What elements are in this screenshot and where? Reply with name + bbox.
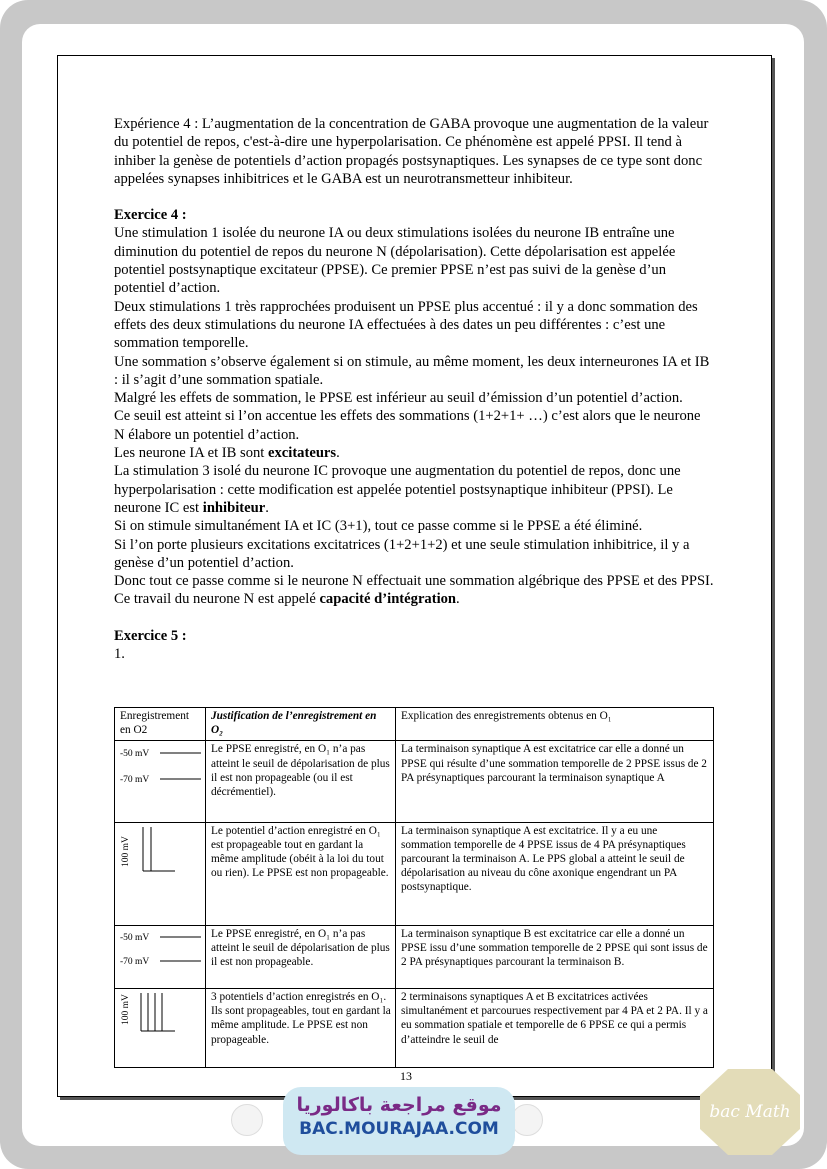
exercice4-paragraph: Si l’on porte plusieurs excitations excitatrices (1+2+1+2) et une seule stimulation inhibitrice, il y a genèse d’un potentiel d’action. [114, 536, 690, 571]
page-number: 13 [400, 1069, 412, 1083]
mv50-label: -50 mV [120, 749, 150, 760]
mv100-label: 100 mV [121, 994, 131, 1026]
recording-cell [115, 822, 206, 925]
header-cell: Enregistrement en O2 [115, 708, 206, 741]
header-cell: Justification de l’enregistrement en O₂ [206, 708, 396, 741]
exercice4-paragraph: Malgré les effets de sommation, le PPSE est inférieur au seuil d’émission d’un potentiel d’action. [114, 390, 683, 407]
recording-cell [115, 989, 206, 1068]
table-row [115, 741, 714, 822]
exercice4-paragraph: Une stimulation 1 isolée du neurone IA ou deux stimulations isolées du neurone IB entraîne une diminution du potentiel de repos du neurone N (dépolarisation). Cette dépolarisation est appelée potentiel postsynaptique excitateur (PPSE). Ce premier PPSE n’est pas suivi de la genèse d’un potentiel d’action. [114, 225, 676, 297]
header-cell: Explication des enregistrements obtenus en O₁ [396, 708, 714, 741]
mv50-label: -50 mV [120, 932, 150, 943]
logo-text: bac Math [709, 1102, 791, 1122]
left-seal-icon [231, 1104, 263, 1136]
inhibiteur-term: inhibiteur [202, 499, 266, 516]
exercice4-paragraph: Deux stimulations 1 très rapprochées produisent un PPSE plus accentué : il y a donc sommation des effets des deux stimulations du neurone IA effectuées à des dates un peu différentes : c’est une sommation temporelle. [114, 298, 698, 352]
mv100-label: 100 mV [121, 835, 131, 867]
action-potential-trace [143, 827, 175, 871]
exercice4-paragraph: Ce seuil est atteint si l’on accentue les effets des sommations (1+2+1+ …) c’est alors que le neurone N élabore un potentiel d’action. [114, 408, 701, 443]
recording-cell [115, 925, 206, 988]
exercice4-paragraph: Les neurone IA et IB sont excitateurs. [114, 445, 340, 462]
explication-cell: La terminaison synaptique A est excitatrice. Il y a eu une sommation temporelle de 4 PPSE issus de 4 PA présynaptiques parcourant la terminaison A. Le PPS global a atteint le seuil de dépolarisation au niveau du cône axonique engendrant un PA postsynaptique. [396, 822, 714, 925]
banner-url[interactable]: BAC.MOURAJAA.COM [299, 1119, 499, 1139]
site-banner[interactable] [283, 1087, 515, 1155]
exercice5-table [114, 707, 714, 1068]
table-row [115, 989, 714, 1068]
excitateurs-term: excitateurs [268, 445, 337, 462]
ppse-recording-graph [115, 926, 205, 984]
table-row [115, 822, 714, 925]
explication-cell: 2 terminaisons synaptiques A et B excitatrices activées simultanément et parcourues respectivement par 4 PA et 2 PA. Il y a eu sommation spatiale et temporelle de 6 PPSE ce qui a permis d’atteindre le seuil de [396, 989, 714, 1068]
explication-cell: La terminaison synaptique B est excitatrice car elle a donné un PPSE issu d’une sommation temporelle de 2 PPSE qui sont issus de 2 PA présynaptiques parcourant la terminaison B. [396, 925, 714, 988]
bac-math-logo [698, 1067, 802, 1157]
multi-pa-recording-graph [115, 989, 205, 1063]
pa-recording-graph [115, 823, 205, 921]
exercice4-title: Exercice 4 : [114, 207, 187, 224]
exercice4-paragraph: Une sommation s’observe également si on stimule, au même moment, les deux interneurones IA et IB : il s’agit d’une sommation spatiale. [114, 353, 710, 388]
recording-cell [115, 741, 206, 822]
right-seal-icon [511, 1104, 543, 1136]
exercice4-paragraph: Donc tout ce passe comme si le neurone N effectuait une sommation algébrique des PPSE et des PPSI. Ce travail du neurone N est appelé capacité d’intégration. [114, 573, 714, 608]
exercice4-paragraph: Si on stimule simultanément IA et IC (3+1), tout ce passe comme si le PPSE a été éliminé. [114, 518, 643, 535]
exercice5-title: Exercice 5 : [114, 627, 187, 644]
ppse-recording-graph [115, 741, 205, 817]
mv70-label: -70 mV [120, 956, 150, 967]
list-number: 1. [114, 646, 125, 663]
explication-cell: La terminaison synaptique A est excitatrice car elle a donné un PPSE qui résulte d’une sommation temporelle de 2 PPSE issus de 2 PA présynaptiques parcourant la terminaison synaptique A [396, 741, 714, 822]
integration-term: capacité d’intégration [319, 591, 457, 608]
banner-arabic: موقع مراجعة باكالوريا [296, 1094, 502, 1116]
justification-cell: Le potentiel d’action enregistré en O₁ est propageable tout en gardant la même amplitude (obéit à la loi du tout ou rien). Le PPSE est non propageable. [206, 822, 396, 925]
mv70-label: -70 mV [120, 775, 150, 786]
justification-cell: Le PPSE enregistré, en O₁ n’a pas atteint le seuil de dépolarisation de plus il est non propageable (ou il est décrémentiel). [206, 741, 396, 822]
action-potentials-trace [141, 993, 175, 1031]
exercice4-paragraph: La stimulation 3 isolé du neurone IC provoque une augmentation du potentiel de repos, donc une hyperpolarisation : cette modification est appelée potentiel postsynaptique inhibiteur (PPSI). Le neurone IC est inhibiteur. [114, 463, 681, 516]
justification-cell: Le PPSE enregistré, en O₁ n’a pas atteint le seuil de dépolarisation de plus il est non propageable. [206, 925, 396, 988]
justification-cell: 3 potentiels d’action enregistrés en O₁. Ils sont propageables, tout en gardant la même amplitude. Le PPSE est non propageable. [206, 989, 396, 1068]
main-content [114, 115, 714, 663]
table-row [115, 925, 714, 988]
experience4-paragraph: Expérience 4 : L’augmentation de la concentration de GABA provoque une augmentation de la valeur du potentiel de repos, c'est-à-dire une hyperpolarisation. Ce phénomène est appelé PPSI. Il tend à inhiber la genèse de potentiels d’action propagés postsynaptiques. Les synapses de ce type sont donc appelées synapses inhibitrices et le GABA est un neurotransmetteur inhibiteur. [114, 116, 709, 187]
table-header-row [115, 708, 714, 741]
